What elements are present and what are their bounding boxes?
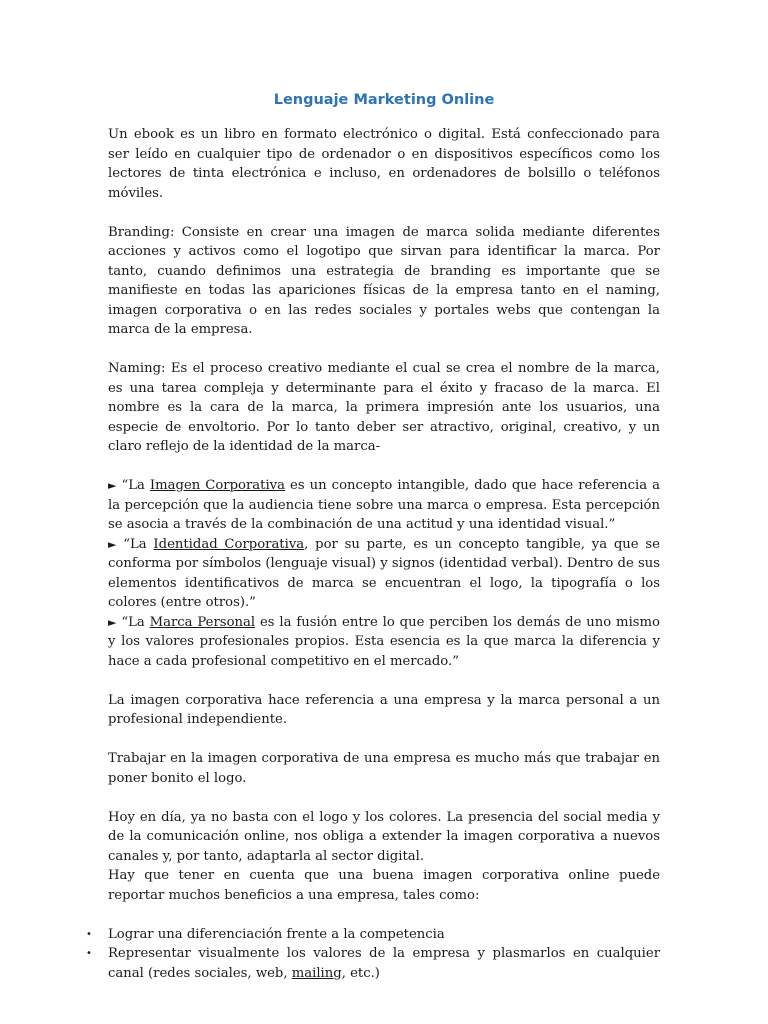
arrow-icon: ►	[108, 615, 117, 629]
list-item: • Lograr una diferenciación frente a la competencia	[108, 925, 660, 945]
quote-marca-personal: ► “La Marca Personal es la fusión entre lo que perciben los demás de uno mismo y los valores profesionales propios. Esta esencia es la que marca la diferencia y hace a cada profesional competitivo en el mercado.”	[108, 614, 660, 669]
paragraph-branding: Branding: Consiste en crear una imagen de marca solida mediante diferentes acciones y activos como el logotipo que sirvan para identificar la marca. Por tanto, cuando definimos una estrategia de branding es importante que se manifieste en todas las apariciones físicas de la empresa tanto en el naming, imagen corporativa o en las redes sociales y portales webs que contengan la marca de la empresa.	[108, 224, 660, 337]
paragraph-naming: Naming: Es el proceso creativo mediante el cual se crea el nombre de la marca, es una tarea compleja y determinante para el éxito y fracaso de la marca. El nombre es la cara de la marca, la primera impresión ante los usuarios, una especie de envoltorio. Por lo tanto deber ser atractivo, original, creativo, y un claro reflejo de la identidad de la marca-	[108, 361, 660, 454]
paragraph-hay: Hay que tener en cuenta que una buena imagen corporativa online puede reportar muchos beneficios a una empresa, tales como:	[108, 868, 660, 903]
quote-identidad-corporativa: ► “La Identidad Corporativa, por su parte, es un concepto tangible, ya que se conforma por símbolos (lenguaje visual) y signos (identidad verbal). Dentro de sus elementos identificativos de marca se encuentran el logo, la tipografía o los colores (entre otros).”	[108, 536, 660, 610]
document-title: Lenguaje Marketing Online	[273, 92, 495, 108]
bullet-icon: •	[86, 928, 92, 940]
paragraph-imagen: La imagen corporativa hace referencia a una empresa y la marca personal a un profesional independiente.	[108, 692, 660, 727]
bullet-icon: •	[86, 948, 92, 959]
document-body	[86, 125, 660, 983]
benefits-list	[86, 925, 660, 984]
arrow-icon: ►	[108, 537, 117, 551]
paragraph-trabajar: Trabajar en la imagen corporativa de una empresa es mucho más que trabajar en poner bonito el logo.	[108, 751, 660, 786]
term-marca-personal: Marca Personal	[149, 614, 256, 630]
list-item: • Representar visualmente los valores de la empresa y plasmarlos en cualquier canal (redes sociales, web, mailing, etc.)	[86, 946, 660, 981]
paragraph-hoy: Hoy en día, ya no basta con el logo y los colores. La presencia del social media y de la comunicación online, nos obliga a extender la imagen corporativa a nuevos canales y, por tanto, adaptarla al sector digital.	[108, 809, 660, 864]
mailing-link[interactable]: mailing	[291, 965, 342, 981]
arrow-icon: ►	[108, 479, 117, 492]
quote-imagen-corporativa: ► “La Imagen Corporativa es un concepto intangible, dado que hace referencia a la percepción que la audiencia tiene sobre una marca o empresa. Esta percepción se asocia a través de la combinación de una actitud y una identidad visual.”	[108, 478, 660, 532]
paragraph-ebook: Un ebook es un libro en formato electrónico o digital. Está confeccionado para ser leído en cualquier tipo de ordenador o en dispositivos específicos como los lectores de tinta electrónica e incluso, en ordenadores de bolsillo o teléfonos móviles.	[108, 127, 660, 201]
term-identidad-corporativa: Identidad Corporativa	[153, 536, 305, 552]
term-imagen-corporativa: Imagen Corporativa	[149, 478, 285, 493]
